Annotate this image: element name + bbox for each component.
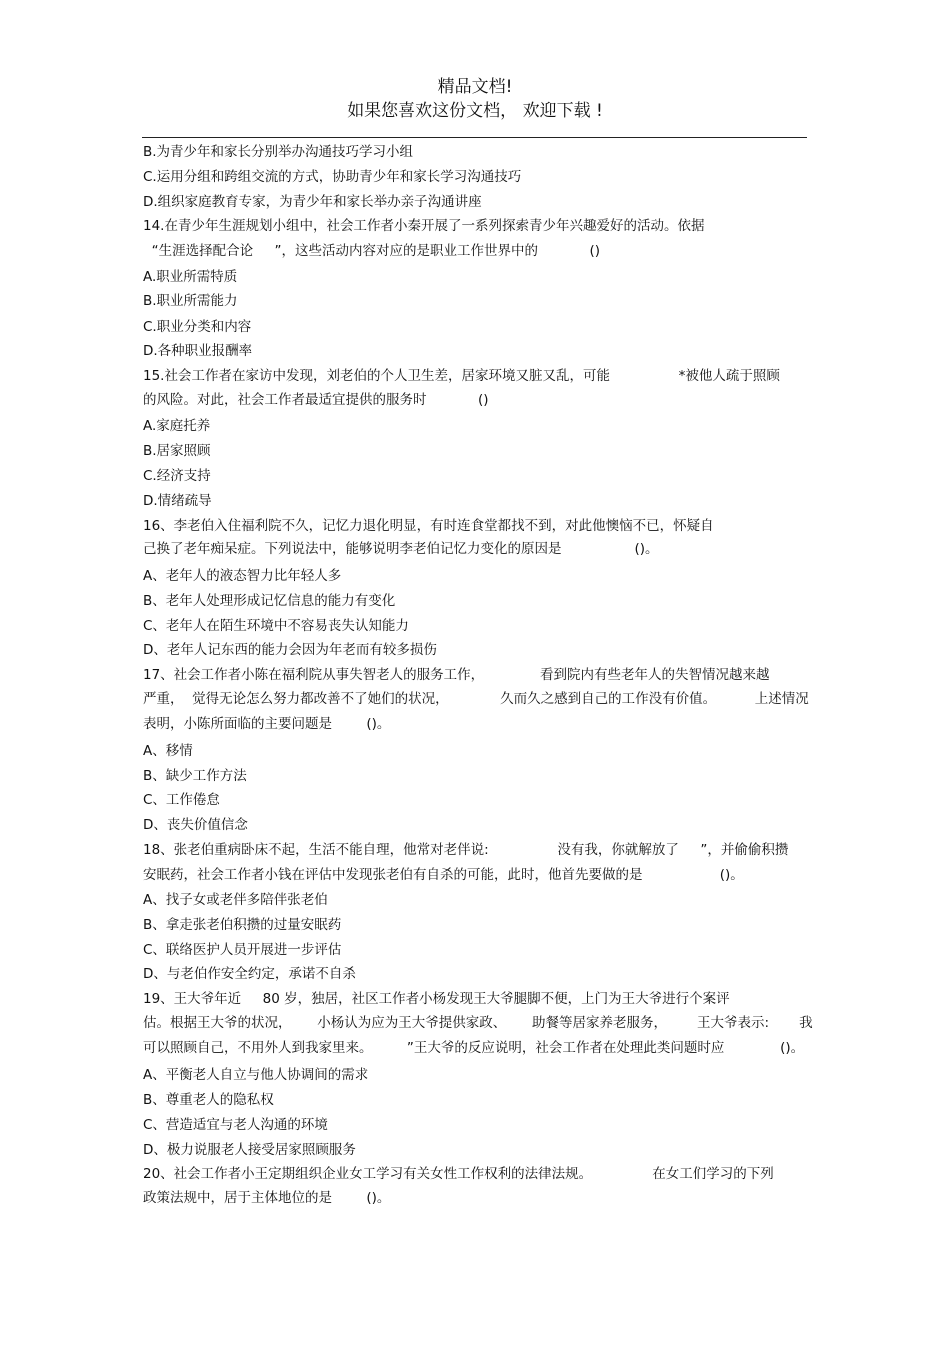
text-line: 安眠药，社会工作者小钱在评估中发现张老伯有自杀的可能，此时，他首先要做的是 ()。 (143, 867, 744, 883)
text-line: A.家庭托养 (143, 418, 211, 434)
text-line: A、移情 (143, 743, 193, 759)
text-line: A、找子女或老伴多陪伴张老伯 (143, 892, 328, 908)
text-line: C.运用分组和跨组交流的方式，协助青少年和家长学习沟通技巧 (143, 169, 522, 185)
text-line: D.情绪疏导 (143, 493, 212, 509)
header-subtitle: 如果您喜欢这份文档， 欢迎下载 ! (347, 101, 603, 121)
text-line: D、丧失价值信念 (143, 817, 248, 833)
text-line: 己换了老年痴呆症。下列说法中，能够说明李老伯记忆力变化的原因是 ()。 (143, 541, 659, 557)
text-line: 14.在青少年生涯规划小组中，社会工作者小秦开展了一系列探索青少年兴趣爱好的活动。依据 (143, 218, 705, 234)
text-line: D、极力说服老人接受居家照顾服务 (143, 1142, 356, 1158)
text-line: 可以照顾自己，不用外人到我家里来。 ”王大爷的反应说明，社会工作者在处理此类问题时应 ()。 (143, 1040, 805, 1056)
text-line: 17、社会工作者小陈在福利院从事失智老人的服务工作， 看到院内有些老年人的失智情况越来越 (143, 667, 770, 683)
text-line: B、拿走张老伯积攒的过量安眠药 (143, 917, 342, 933)
text-line: C、老年人在陌生环境中不容易丧失认知能力 (143, 618, 409, 634)
text-line: C、工作倦怠 (143, 792, 220, 808)
text-line: D.组织家庭教育专家，为青少年和家长举办亲子沟通讲座 (143, 194, 482, 210)
text-line: B.为青少年和家长分别举办沟通技巧学习小组 (143, 144, 414, 160)
text-line: D.各种职业报酬率 (143, 343, 253, 359)
text-line: B.职业所需能力 (143, 293, 238, 309)
text-line: 严重， 觉得无论怎么努力都改善不了她们的状况， 久而久之感到自己的工作没有价值。 上述情况 (143, 691, 809, 707)
text-line: A、老年人的液态智力比年轻人多 (143, 568, 342, 584)
text-line: 15.社会工作者在家访中发现，刘老伯的个人卫生差，居家环境又脏又乱，可能 *被他人疏于照顾 (143, 368, 780, 384)
text-line: 的风险。对此，社会工作者最适宜提供的服务时 () (143, 392, 489, 408)
text-line: B.居家照顾 (143, 443, 211, 459)
text-line: A.职业所需特质 (143, 269, 238, 285)
text-line: “生涯选择配合论 ”，这些活动内容对应的是职业工作世界中的 () (143, 243, 601, 259)
text-line: 表明，小陈所面临的主要问题是 ()。 (143, 716, 391, 732)
text-line: 20、社会工作者小王定期组织企业女工学习有关女性工作权利的法律法规。 在女工们学习的下列 (143, 1166, 774, 1182)
text-line: 18、张老伯重病卧床不起，生活不能自理，他常对老伴说: 没有我，你就解放了 ”，并偷偷积攒 (143, 842, 789, 858)
text-line: C.职业分类和内容 (143, 319, 252, 335)
text-line: C、联络医护人员开展进一步评估 (143, 942, 342, 958)
text-line: D、老年人记东西的能力会因为年老而有较多损伤 (143, 642, 437, 658)
text-line: 估。根据王大爷的状况， 小杨认为应为王大爷提供家政、 助餐等居家养老服务， 王大爷表示: 我 (143, 1015, 813, 1031)
text-line: A、平衡老人自立与他人协调间的需求 (143, 1067, 369, 1083)
header-divider (142, 137, 807, 138)
text-line: B、缺少工作方法 (143, 768, 247, 784)
text-line: C、营造适宜与老人沟通的环境 (143, 1117, 328, 1133)
header-title: 精品文档! (437, 77, 513, 97)
text-line: B、尊重老人的隐私权 (143, 1092, 274, 1108)
text-line: 19、王大爷年近 80 岁，独居，社区工作者小杨发现王大爷腿脚不便，上门为王大爷进行个案评 (143, 991, 730, 1007)
text-line: B、老年人处理形成记忆信息的能力有变化 (143, 593, 396, 609)
text-line: C.经济支持 (143, 468, 211, 484)
text-line: D、与老伯作安全约定，承诺不自杀 (143, 966, 356, 982)
text-line: 16、李老伯入住福利院不久，记忆力退化明显，有时连食堂都找不到，对此他懊恼不已，怀疑自 (143, 518, 714, 534)
text-line: 政策法规中，居于主体地位的是 ()。 (143, 1190, 391, 1206)
